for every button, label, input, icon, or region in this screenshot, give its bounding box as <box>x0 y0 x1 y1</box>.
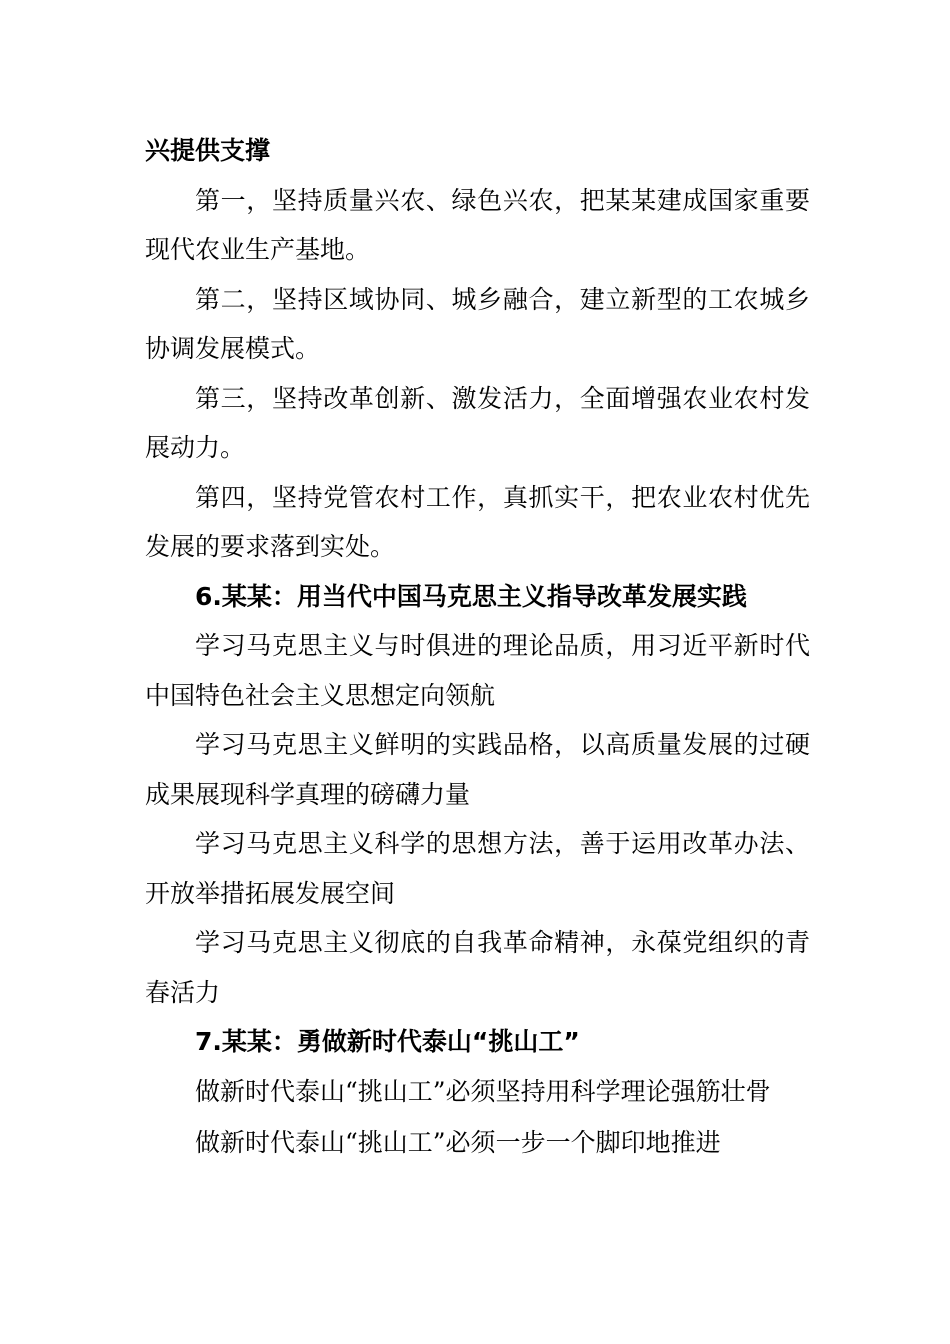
body-paragraph: 做新时代泰山“挑山工”必须坚持用科学理论强筋壮骨 <box>195 1076 771 1106</box>
body-paragraph: 学习马克思主义彻底的自我革命精神，永葆党组织的青春活力 <box>145 928 810 1007</box>
heading-fragment: 兴提供支撑 <box>145 136 271 165</box>
body-paragraph: 学习马克思主义科学的思想方法，善于运用改革办法、开放举措拓展发展空间 <box>145 829 810 908</box>
body-paragraph: 学习马克思主义鲜明的实践品格，以高质量发展的过硬成果展现科学真理的磅礴力量 <box>145 730 810 809</box>
body-paragraph: 第一，坚持质量兴农、绿色兴农，把某某建成国家重要现代农业生产基地。 <box>145 185 810 264</box>
section-heading: 6.某某：用当代中国马克思主义指导改革发展实践 <box>195 581 747 611</box>
section-heading: 7.某某：勇做新时代泰山“挑山工” <box>195 1027 580 1056</box>
body-paragraph: 第三，坚持改革创新、激发活力，全面增强农业农村发展动力。 <box>145 383 810 462</box>
body-paragraph: 第四，坚持党管农村工作，真抓实干，把农业农村优先发展的要求落到实处。 <box>145 482 810 561</box>
body-paragraph: 学习马克思主义与时俱进的理论品质，用习近平新时代中国特色社会主义思想定向领航 <box>145 631 810 710</box>
document-body <box>145 126 810 1168</box>
body-paragraph: 做新时代泰山“挑山工”必须一步一个脚印地推进 <box>195 1128 721 1157</box>
body-paragraph: 第二，坚持区域协同、城乡融合，建立新型的工农城乡协调发展模式。 <box>145 284 810 363</box>
